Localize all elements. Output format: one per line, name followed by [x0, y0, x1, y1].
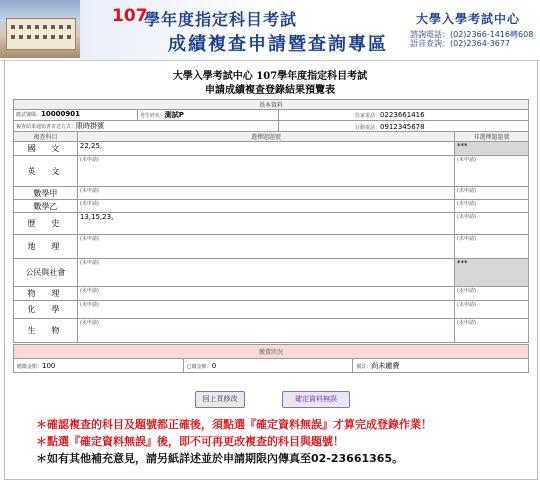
- nonselected-questions: ***: [455, 142, 529, 156]
- nonselected-questions: (未申請): [455, 319, 529, 343]
- banner-title-line1: 學年度指定科目考試: [144, 10, 298, 29]
- subject-name: 生 物: [14, 319, 78, 343]
- col-selected: 選擇題題號: [77, 132, 454, 142]
- subject-name: 數學乙: [14, 200, 78, 213]
- subject-name: 英 文: [14, 156, 78, 187]
- col-subject: 複查科目: [14, 132, 78, 142]
- student-name: 測試P: [164, 111, 184, 119]
- nonselected-questions: (未申請): [455, 287, 529, 301]
- fee-paid-cell: 已繳金額：0: [183, 359, 353, 373]
- consult-phone: 諮詢電話：(02)2366-1416轉608: [410, 30, 534, 39]
- back-edit-button[interactable]: 回上頁修改: [195, 391, 245, 408]
- selected-questions: 22,25,: [77, 142, 454, 156]
- doc-title-line1: 大學入學考試中心 107學年度指定科目考試: [172, 71, 368, 82]
- fee-remark: 尚未繳費: [371, 361, 400, 370]
- nonselected-questions: (未申請): [455, 301, 529, 319]
- home-phone: 0223661416: [380, 111, 425, 119]
- selected-questions: 13,15,23,: [77, 213, 454, 235]
- home-phone-field: 住家電話：0223661416: [355, 111, 425, 119]
- nonselected-questions: (未申請): [455, 187, 529, 200]
- subject-name: 地 理: [14, 235, 78, 259]
- header-banner: [0, 0, 540, 61]
- exam-no-cell: 應試號碼：10000901: [14, 110, 138, 121]
- subject-name: 歷 史: [14, 213, 78, 235]
- nonselected-questions: (未申請): [455, 213, 529, 235]
- exam-no: 10000901: [41, 110, 80, 118]
- basic-section-label: 基本資料: [14, 100, 529, 110]
- subject-name: 化 學: [14, 301, 78, 319]
- subject-name: 數學甲: [14, 187, 78, 200]
- confirm-data-button[interactable]: 確定資料無誤: [282, 391, 350, 408]
- nonselected-questions: (未申請): [455, 200, 529, 213]
- send-method-cell: 複查結果通知書寄送方式：限時掛號: [14, 121, 279, 132]
- nonselected-questions: (未申請): [455, 235, 529, 259]
- fee-section-label: 繳費狀況: [14, 345, 529, 359]
- building-photo: [0, 0, 80, 58]
- selected-questions: (未申請): [77, 301, 454, 319]
- fee-total: 100: [42, 361, 56, 370]
- mobile-phone: 0912345678: [380, 123, 425, 131]
- exam-year: 107: [112, 6, 148, 26]
- preview-table: [13, 99, 529, 343]
- contact-phones: [410, 30, 533, 48]
- col-nonselected: 非選擇題題號: [455, 132, 529, 142]
- name-cell: 考生姓名：測試P: [137, 110, 279, 121]
- subject-name: 物 理: [14, 287, 78, 301]
- fee-remark-cell: 備註：尚未繳費: [353, 359, 529, 373]
- nonselected-questions: ***: [455, 259, 529, 287]
- mobile-field: 行動電話：0912345678: [355, 123, 425, 131]
- selected-questions: (未申請): [77, 200, 454, 213]
- nonselected-questions: (未申請): [455, 156, 529, 187]
- fee-paid: 0: [211, 361, 217, 370]
- org-logo: 大學入學考試中心: [416, 12, 521, 26]
- selected-questions: (未申請): [77, 235, 454, 259]
- banner-title-line2: 成績複查申請暨查詢專區: [168, 34, 388, 55]
- subject-name: 公民與社會: [14, 259, 78, 287]
- note-confirm: ＊確認複查的科目及題號都正確後，須點選『確定資料無誤』才算完成登錄作業！: [36, 418, 432, 431]
- selected-questions: (未申請): [77, 319, 454, 343]
- fee-total-cell: 應繳金額：100: [14, 359, 184, 373]
- fee-table: [13, 344, 529, 373]
- send-method: 限時掛號: [76, 122, 105, 130]
- selected-questions: (未申請): [77, 287, 454, 301]
- selected-questions: (未申請): [77, 259, 454, 287]
- voice-query-phone: 語音查詢：(02)2364-3677: [410, 39, 511, 48]
- note-no-change: ＊點選『確定資料無誤』後，即不可再更改複查的科目與題號！: [36, 435, 344, 448]
- note-fax: ＊如有其他補充意見，請另紙詳述並於申請期限內傳真至02-23661365。: [36, 452, 404, 465]
- subject-name: 國 文: [14, 142, 78, 156]
- doc-title-line2: 申請成績複查登錄結果預覽表: [205, 85, 335, 96]
- selected-questions: (未申請): [77, 156, 454, 187]
- selected-questions: (未申請): [77, 187, 454, 200]
